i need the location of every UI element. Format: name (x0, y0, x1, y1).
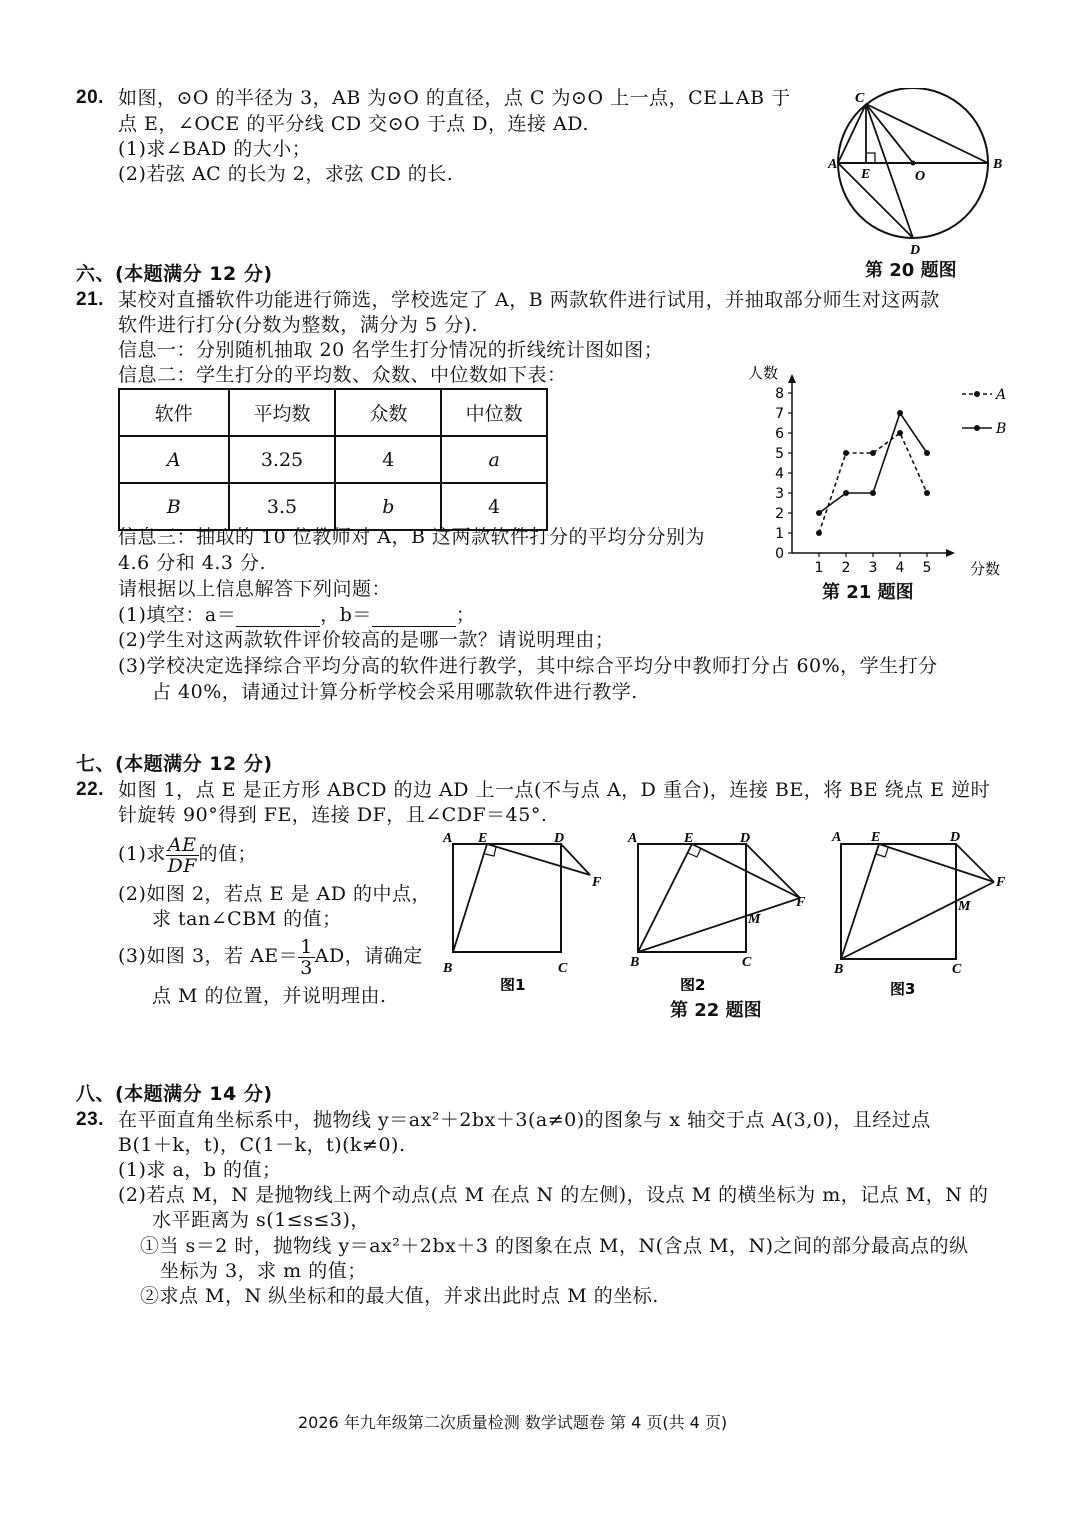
fig3-name: 图3 (890, 980, 916, 996)
fig3-label-e: E (871, 830, 881, 845)
chart-x-axis-label: 分数 (970, 560, 1001, 578)
fraction-one-third (298, 937, 315, 978)
fraction-numerator: AE (167, 833, 197, 856)
q22-part-3-line-2: 点 M 的位置，并说明理由. (152, 985, 387, 1007)
chart-point-A (870, 450, 876, 456)
table-cell: a (441, 436, 547, 483)
q23-line-1: 在平面直角坐标系中，抛物线 y＝ax²＋2bx＋3(a≠0)的图象与 x 轴交于点 A(3,0)，且经过点 (118, 1109, 931, 1131)
fig2-label-c: C (742, 955, 752, 970)
fig1-label-c: C (558, 961, 568, 976)
table-cell: 3.25 (229, 436, 336, 483)
q22-part-1 (118, 832, 257, 876)
chart-x-tick-label: 2 (841, 560, 851, 576)
q22-part-2-line-2: 求 tan∠CBM 的值； (152, 908, 342, 930)
fig20-label-d: D (910, 243, 921, 258)
chart-point-B (870, 490, 876, 496)
fig2-label-e: E (684, 831, 694, 846)
fig22-caption: 第 22 题图 (670, 1000, 762, 1021)
q23-sub-1-line-1: ①当 s＝2 时，抛物线 y＝ax²＋2bx＋3 的图象在点 M，N(含点 M，N)之间的部分最高点的纵 (140, 1235, 969, 1257)
fig1-label-e: E (478, 831, 488, 846)
q22-part-2-line-1: (2)如图 2，若点 E 是 AD 的中点， (118, 883, 432, 905)
fig3-label-m: M (958, 899, 971, 914)
q20-circle-figure (825, 88, 1025, 258)
fig20-label-c: C (855, 91, 865, 106)
fig3-label-a: A (832, 830, 842, 845)
chart-y-tick-label: 4 (775, 466, 784, 482)
fig1-name: 图1 (500, 976, 526, 991)
fraction-ae-df (166, 835, 199, 876)
q23-part-1: (1)求 a，b 的值； (118, 1159, 282, 1181)
section-7-heading: 七、(本题满分 12 分) (76, 753, 273, 775)
q21-info-3-line-1: 信息三：抽取的 10 位教师对 A，B 这两款软件打分的平均分分别为 (118, 526, 706, 548)
q23-part-2-line-1: (2)若点 M，N 是抛物线上两个动点(点 M 在点 N 的左侧)，设点 M 的横坐标为 m，记点 M，N 的 (118, 1184, 989, 1206)
q22-p3-post: AD，请确定 (314, 945, 423, 967)
chart-y-tick-label: 1 (775, 526, 784, 542)
table-header-cell: 中位数 (441, 389, 547, 436)
fig21-caption: 第 21 题图 (822, 582, 914, 603)
chart-x-tick-label: 5 (922, 560, 932, 576)
q21-part-1 (118, 603, 475, 627)
q21-fill-a-label: (1)填空：a＝ (118, 604, 237, 626)
chart-point-B (843, 490, 849, 496)
chart-y-tick-label: 5 (775, 446, 784, 462)
fig2-label-d: D (740, 831, 751, 846)
table-header-row (119, 389, 547, 436)
q21-fill-b-label: ，b＝ (320, 604, 372, 626)
table-row (119, 483, 547, 530)
chart-x-tick-label: 3 (868, 560, 878, 576)
answer-blank-b[interactable] (372, 608, 456, 627)
fig1-label-f: F (592, 875, 602, 890)
chart-point-A (897, 430, 903, 436)
fig2-label-m: M (748, 912, 761, 927)
table-cell: B (119, 483, 229, 530)
q22-figure-3 (826, 826, 1016, 996)
table-cell: 3.5 (229, 483, 336, 530)
q21-fill-end: ； (455, 604, 476, 626)
q21-prompt: 请根据以上信息解答下列问题： (118, 578, 392, 600)
q21-stats-table (118, 388, 548, 531)
chart-y-tick-label: 8 (775, 386, 784, 402)
fig3-label-d: D (950, 830, 961, 845)
fig3-label-b: B (834, 962, 844, 977)
q22-part-3 (118, 934, 423, 978)
fig1-label-d: D (554, 831, 565, 846)
chart-y-tick-label: 2 (775, 506, 784, 522)
fraction-numerator: 1 (300, 935, 313, 958)
fraction-denominator: DF (167, 854, 197, 877)
chart-series-A-line (819, 433, 927, 533)
chart-y-tick-label: 7 (775, 406, 784, 422)
q21-line-1: 某校对直播软件功能进行筛选，学校选定了 A，B 两款软件进行试用，并抽取部分师生对这两款 (118, 289, 940, 311)
q22-p1-post: 的值； (198, 843, 258, 865)
chart-series-B-line (819, 413, 927, 513)
q20-part-2: (2)若弦 AC 的长为 2，求弦 CD 的长. (118, 163, 454, 185)
chart-point-B (924, 450, 930, 456)
chart-legend-label: A (996, 387, 1007, 403)
fig20-label-a: A (828, 157, 838, 172)
fig20-label-b: B (993, 157, 1003, 172)
q22-number: 22. (76, 779, 104, 800)
q22-p1-pre: (1)求 (118, 843, 166, 865)
q20-part-1: (1)求∠BAD 的大小； (118, 138, 312, 160)
table-header-cell: 平均数 (229, 389, 336, 436)
fig2-label-f: F (796, 895, 806, 910)
table-cell: b (335, 483, 441, 530)
fig3-label-c: C (952, 962, 962, 977)
q20-line-2: 点 E，∠OCE 的平分线 CD 交⊙O 于点 D，连接 AD. (118, 113, 589, 135)
q21-line-2: 软件进行打分(分数为整数，满分为 5 分). (118, 314, 479, 336)
table-row (119, 436, 547, 483)
fig3-label-f: F (996, 875, 1006, 890)
chart-y-tick-label: 6 (775, 426, 784, 442)
chart-point-A (816, 530, 822, 536)
table-header-cell: 众数 (335, 389, 441, 436)
chart-legend-label: B (996, 421, 1007, 437)
q20-line-1: 如图，⊙O 的半径为 3，AB 为⊙O 的直径，点 C 为⊙O 上一点，CE⊥AB 于 (118, 87, 791, 109)
fraction-denominator: 3 (300, 956, 313, 979)
q21-info-1: 信息一：分别随机抽取 20 名学生打分情况的折线统计图如图； (118, 339, 664, 361)
chart-x-tick-label: 4 (895, 560, 905, 576)
fig20-label-o: O (915, 169, 926, 184)
q22-line-1: 如图 1，点 E 是正方形 ABCD 的边 AD 上一点(不与点 A，D 重合)，连接 BE，将 BE 绕点 E 逆时 (118, 779, 991, 801)
q23-sub-2: ②求点 M，N 纵坐标和的最大值，并求出此时点 M 的坐标. (140, 1285, 659, 1307)
q23-sub-1-line-2: 坐标为 3，求 m 的值； (160, 1260, 367, 1282)
q23-line-2: B(1＋k，t)，C(1－k，t)(k≠0). (118, 1134, 406, 1156)
q22-line-2: 针旋转 90°得到 FE，连接 DF，且∠CDF＝45°. (118, 804, 548, 826)
page-footer: 2026 年九年级第二次质量检测 数学试题卷 第 4 页(共 4 页) (298, 1413, 728, 1432)
table-header-cell: 软件 (119, 389, 229, 436)
section-6-heading: 六、(本题满分 12 分) (76, 263, 273, 285)
fig20-caption: 第 20 题图 (865, 260, 957, 281)
q21-info-3-line-2: 4.6 分和 4.3 分. (118, 552, 267, 574)
q23-number: 23. (76, 1109, 104, 1130)
q21-line-chart (740, 358, 1030, 578)
q21-part-2: (2)学生对这两款软件评价较高的是哪一款？请说明理由； (118, 629, 615, 651)
q22-figure-1 (440, 826, 615, 991)
chart-point-B (816, 510, 822, 516)
table-cell: 4 (441, 483, 547, 530)
chart-legend-marker (974, 425, 980, 431)
answer-blank-a[interactable] (236, 608, 320, 627)
q21-part-3-line-2: 占 40%，请通过计算分析学校会采用哪款软件进行教学. (152, 681, 638, 703)
q21-info-2: 信息二：学生打分的平均数、众数、中位数如下表： (118, 364, 567, 386)
chart-y-arrow (788, 374, 796, 383)
chart-point-A (924, 490, 930, 496)
q21-number: 21. (76, 289, 104, 310)
chart-legend-marker (974, 391, 980, 397)
chart-x-arrow (946, 549, 955, 557)
fig20-label-e: E (861, 167, 871, 182)
table-cell: 4 (335, 436, 441, 483)
chart-y-tick-label: 0 (775, 546, 784, 562)
chart-x-tick-label: 1 (814, 560, 824, 576)
q22-p3-pre: (3)如图 3，若 AE＝ (118, 945, 299, 967)
fig2-label-a: A (628, 831, 638, 846)
chart-point-A (843, 450, 849, 456)
q20-number: 20. (76, 87, 104, 108)
q21-part-3-line-1: (3)学校决定选择综合平均分高的软件进行教学，其中综合平均分中教师打分占 60%，学生打分 (118, 655, 938, 677)
fig2-label-b: B (630, 955, 640, 970)
section-8-heading: 八、(本题满分 14 分) (76, 1083, 273, 1105)
chart-y-tick-label: 3 (775, 486, 784, 502)
q22-figure-2 (624, 826, 824, 991)
fig2-name: 图2 (680, 976, 706, 991)
chart-point-B (897, 410, 903, 416)
fig1-label-b: B (443, 961, 453, 976)
q23-part-2-line-2: 水平距离为 s(1≤s≤3)， (152, 1209, 370, 1231)
chart-y-axis-label: 人数 (748, 364, 779, 382)
fig1-label-a: A (443, 831, 453, 846)
table-cell: A (119, 436, 229, 483)
